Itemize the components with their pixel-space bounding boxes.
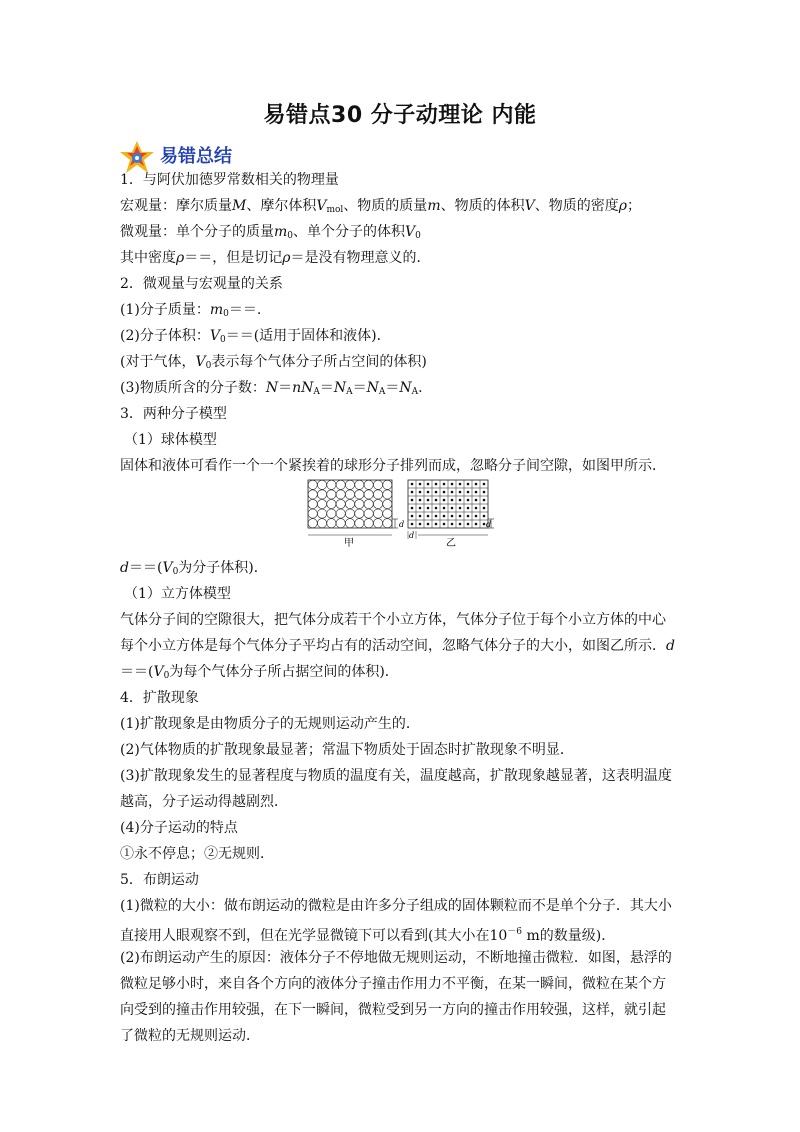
text-line: (2)布朗运动产生的原因：液体分子不停地做无规则运动，不断地撞击微粒．如图，悬浮的 xyxy=(120,950,672,966)
text-line: (3)扩散现象发生的显著程度与物质的温度有关，温度越高，扩散现象越显著，这表明温度 xyxy=(120,768,672,784)
gas-molecule-dot xyxy=(467,483,470,486)
molecule-sphere xyxy=(373,509,382,518)
molecule-sphere xyxy=(336,480,345,489)
molecule-sphere xyxy=(364,480,373,489)
text-line: 气体分子间的空隙很大，把气体分成若干个小立方体，气体分子位于每个小立方体的中心 xyxy=(120,612,666,628)
gas-molecule-dot xyxy=(435,499,438,502)
gas-molecule-dot xyxy=(459,483,462,486)
molecule-sphere xyxy=(345,490,354,499)
gas-molecule-dot xyxy=(419,515,422,518)
gas-molecule-dot xyxy=(443,515,446,518)
gas-molecule-dot xyxy=(435,483,438,486)
text-line: 3．两种分子模型 xyxy=(120,406,227,422)
gas-molecule-dot xyxy=(419,507,422,510)
gas-molecule-dot xyxy=(459,515,462,518)
molecule-sphere xyxy=(336,509,345,518)
gas-molecule-dot xyxy=(427,491,430,494)
text-line: (2)气体物质的扩散现象最显著；常温下物质处于固态时扩散现象不明显． xyxy=(120,742,574,758)
gas-molecule-dot xyxy=(475,483,478,486)
text-line: ①永不停息；②无规则． xyxy=(120,846,274,862)
molecule-sphere xyxy=(336,519,345,528)
gas-molecule-dot xyxy=(427,523,430,526)
gas-molecule-dot xyxy=(427,499,430,502)
text-line: 宏观量：摩尔质量M、摩尔体积$V_{mol}$、物质的质量m、物质的体积V、物质的密度ρ； xyxy=(120,198,641,215)
gas-molecule-dot xyxy=(459,491,462,494)
text-line: (2)分子体积：$V_0==$(适用于固体和液体)． xyxy=(120,328,391,345)
gas-molecule-dot xyxy=(435,507,438,510)
molecule-sphere xyxy=(364,509,373,518)
sphere-model-diagram xyxy=(308,480,404,549)
text-line: 直接用人眼观察不到，但在光学显微镜下可以看到(其大小在$10^{-6}$ m的数量级)． xyxy=(120,927,616,944)
text-line: 微粒足够小时，来自各个方向的液体分子撞击作用力不平衡，在某一瞬间，微粒在某个方 xyxy=(120,976,666,992)
gas-molecule-dot xyxy=(411,491,414,494)
dimension-d-label: d xyxy=(486,520,492,529)
molecule-sphere xyxy=(336,490,345,499)
text-line: 固体和液体可看作一个一个紧挨着的球形分子排列而成，忽略分子间空隙，如图甲所示． xyxy=(120,458,666,474)
gas-molecule-dot xyxy=(411,483,414,486)
molecule-sphere xyxy=(327,480,336,489)
text-line: (3)物质所含的分子数：$N=nN_A=N_A=N_A=N_A$. xyxy=(120,380,423,397)
molecule-sphere xyxy=(383,490,392,499)
molecule-sphere xyxy=(308,519,317,528)
molecule-sphere xyxy=(383,519,392,528)
gas-molecule-dot xyxy=(451,499,454,502)
gas-molecule-dot xyxy=(419,523,422,526)
gas-molecule-dot xyxy=(467,491,470,494)
figure-label-jia: 甲 xyxy=(344,538,354,549)
gas-molecule-dot xyxy=(475,515,478,518)
text-line: 了微粒的无规则运动． xyxy=(120,1028,260,1044)
molecule-sphere xyxy=(345,519,354,528)
text-line: （1）球体模型 xyxy=(124,432,217,448)
molecule-sphere xyxy=(373,519,382,528)
figure-label-yi: 乙 xyxy=(446,538,456,549)
molecule-sphere xyxy=(308,499,317,508)
text-line: 微观量：单个分子的质量$m_0$、单个分子的体积$V_0$ xyxy=(120,224,421,241)
text-line: 1．与阿伏加德罗常数相关的物理量 xyxy=(120,172,339,188)
gas-molecule-dot xyxy=(483,507,486,510)
gas-molecule-dot xyxy=(411,515,414,518)
molecule-sphere xyxy=(336,499,345,508)
gas-molecule-dot xyxy=(483,523,486,526)
molecule-sphere xyxy=(345,499,354,508)
text-line: $==(V_0$为每个气体分子所占据空间的体积)． xyxy=(120,664,399,681)
molecule-sphere xyxy=(373,499,382,508)
molecule-sphere xyxy=(355,509,364,518)
molecule-sphere xyxy=(308,509,317,518)
text-line: 其中密度ρ＝＝，但是切记ρ＝是没有物理意义的． xyxy=(120,250,431,266)
molecule-sphere xyxy=(345,509,354,518)
text-line: 5．布朗运动 xyxy=(120,872,199,888)
dimension-d-label: d xyxy=(399,520,405,529)
molecule-sphere xyxy=(364,499,373,508)
molecule-sphere xyxy=(327,509,336,518)
dimension-d-label: d xyxy=(409,531,415,540)
section-label: 易错总结 xyxy=(160,146,232,167)
gas-molecule-dot xyxy=(475,507,478,510)
gas-molecule-dot xyxy=(451,523,454,526)
molecule-sphere xyxy=(327,499,336,508)
gas-molecule-dot xyxy=(459,523,462,526)
gas-molecule-dot xyxy=(459,499,462,502)
molecule-sphere xyxy=(373,490,382,499)
gas-molecule-dot xyxy=(443,507,446,510)
gas-molecule-dot xyxy=(411,507,414,510)
gas-molecule-dot xyxy=(451,491,454,494)
molecule-sphere xyxy=(327,519,336,528)
gas-molecule-dot xyxy=(459,507,462,510)
gas-molecule-dot xyxy=(419,491,422,494)
text-line: (对于气体，$V_0$表示每个气体分子所占空间的体积) xyxy=(120,354,427,371)
text-line: 向受到的撞击作用较强，在下一瞬间，微粒受到另一方向的撞击作用较强，这样，就引起 xyxy=(120,1002,666,1018)
gas-molecule-dot xyxy=(451,483,454,486)
gas-molecule-dot xyxy=(483,499,486,502)
gas-molecule-dot xyxy=(483,515,486,518)
molecule-sphere xyxy=(383,480,392,489)
molecule-sphere xyxy=(383,509,392,518)
gas-molecule-dot xyxy=(451,515,454,518)
text-line: 每个小立方体是每个气体分子平均占有的活动空间，忽略气体分子的大小，如图乙所示．d xyxy=(120,638,675,654)
text-line: （1）立方体模型 xyxy=(124,586,231,602)
molecule-sphere xyxy=(308,480,317,489)
gas-molecule-dot xyxy=(427,483,430,486)
gas-molecule-dot xyxy=(443,483,446,486)
molecule-sphere xyxy=(317,519,326,528)
gas-molecule-dot xyxy=(427,507,430,510)
gas-molecule-dot xyxy=(411,499,414,502)
gas-molecule-dot xyxy=(475,491,478,494)
molecule-sphere xyxy=(317,499,326,508)
text-line: (1)扩散现象是由物质分子的无规则运动产生的． xyxy=(120,716,420,732)
text-line: (1)分子质量：$m_0==$. xyxy=(120,302,262,319)
molecule-sphere xyxy=(345,480,354,489)
molecule-sphere xyxy=(317,490,326,499)
gas-molecule-dot xyxy=(435,515,438,518)
gas-molecule-dot xyxy=(483,491,486,494)
gas-molecule-dot xyxy=(427,515,430,518)
text-line: 越高，分子运动得越剧烈． xyxy=(120,794,288,810)
text-line: $d==(V_0$为分子体积)． xyxy=(120,560,268,577)
gas-molecule-dot xyxy=(467,523,470,526)
gas-molecule-dot xyxy=(419,483,422,486)
text-line: 2．微观量与宏观量的关系 xyxy=(120,276,283,292)
molecule-sphere xyxy=(355,519,364,528)
gas-molecule-dot xyxy=(443,491,446,494)
gas-molecule-dot xyxy=(443,523,446,526)
gas-molecule-dot xyxy=(467,515,470,518)
text-line: (1)微粒的大小：做布朗运动的微粒是由许多分子组成的固体颗粒而不是单个分子．其大小 xyxy=(120,898,672,914)
molecule-model-figure xyxy=(300,477,500,549)
molecule-sphere xyxy=(308,490,317,499)
molecule-sphere xyxy=(355,499,364,508)
molecule-sphere xyxy=(317,509,326,518)
gas-molecule-dot xyxy=(419,499,422,502)
gas-molecule-dot xyxy=(467,507,470,510)
gas-molecule-dot xyxy=(411,523,414,526)
gas-molecule-dot xyxy=(467,499,470,502)
page-title: 易错点30 分子动理论 内能 xyxy=(263,103,537,128)
molecule-sphere xyxy=(317,480,326,489)
text-line: 4．扩散现象 xyxy=(120,690,199,706)
gas-molecule-dot xyxy=(443,499,446,502)
molecule-sphere xyxy=(364,490,373,499)
molecule-sphere xyxy=(364,519,373,528)
gas-molecule-dot xyxy=(475,523,478,526)
gas-molecule-dot xyxy=(483,483,486,486)
gas-molecule-dot xyxy=(435,523,438,526)
molecule-sphere xyxy=(383,499,392,508)
gas-molecule-dot xyxy=(475,499,478,502)
gas-molecule-dot xyxy=(451,507,454,510)
molecule-sphere xyxy=(355,490,364,499)
molecule-sphere xyxy=(355,480,364,489)
molecule-sphere xyxy=(327,490,336,499)
gas-molecule-dot xyxy=(435,491,438,494)
text-line: (4)分子运动的特点 xyxy=(120,820,238,836)
cube-model-diagram xyxy=(408,480,494,549)
molecule-sphere xyxy=(373,480,382,489)
